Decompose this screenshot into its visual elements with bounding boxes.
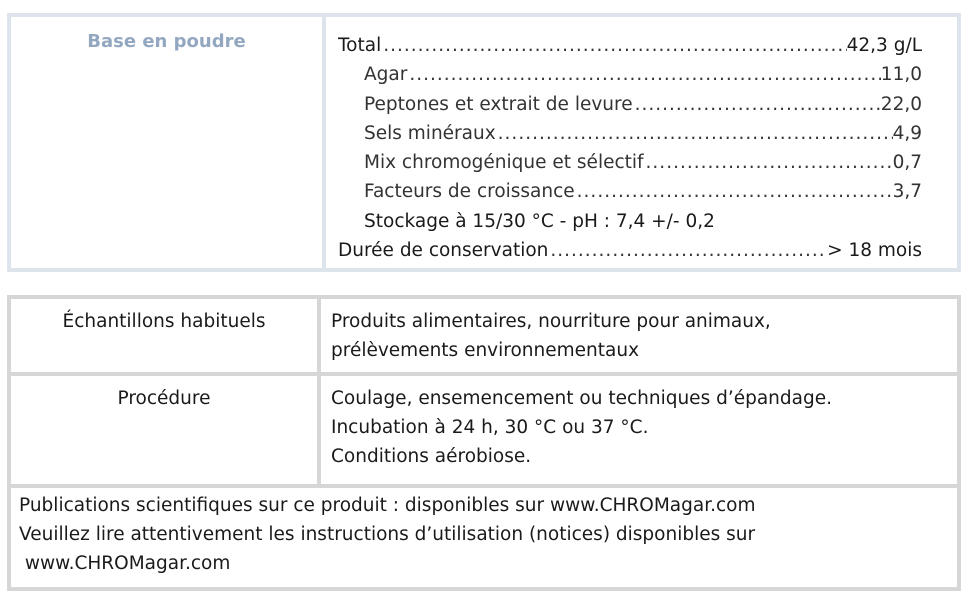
storage-row: Stockage à 15/30 °C - pH : 7,4 +/- 0,2 bbox=[364, 210, 715, 232]
ingredient-row: Sels minéraux ..... 4,9 bbox=[338, 119, 922, 148]
composition-title: Base en poudre bbox=[87, 31, 246, 52]
total-row: Total ..... 42,3 g/L bbox=[338, 31, 922, 60]
usage-value-cell: Coulage, ensemencement ou techniques d’épandage. Incubation à 24 h, 30 °C ou 37 °C. Conditions aérobiose. bbox=[331, 388, 832, 467]
ingredient-row: Mix chromogénique et sélectif ..... 0,7 bbox=[338, 148, 922, 177]
usage-label-cell: Échantillons habituels bbox=[11, 299, 321, 372]
usage-table bbox=[7, 295, 961, 591]
ingredient-row: Peptones et extrait de levure ..... 22,0 bbox=[338, 90, 922, 119]
usage-label-cell: Procédure bbox=[11, 376, 321, 484]
usage-row-samples bbox=[11, 299, 957, 376]
composition-values bbox=[338, 31, 922, 265]
usage-row-procedure bbox=[11, 376, 957, 488]
composition-table bbox=[7, 13, 961, 272]
ingredient-row: Agar ..... 11,0 bbox=[338, 60, 922, 89]
usage-value-cell: Produits alimentaires, nourriture pour animaux, prélèvements environnementaux bbox=[331, 311, 771, 361]
usage-footer: Publications scientifiques sur ce produit : disponibles sur www.CHROMagar.com Veuillez lire attentivement les instructions d’utilisation (notices) disponibles sur www.CHROMagar.com bbox=[19, 495, 756, 574]
shelf-life-row: Durée de conservation ..... > 18 mois bbox=[338, 236, 922, 265]
composition-label-cell bbox=[11, 17, 326, 268]
ingredient-row: Facteurs de croissance ..... 3,7 bbox=[338, 177, 922, 206]
